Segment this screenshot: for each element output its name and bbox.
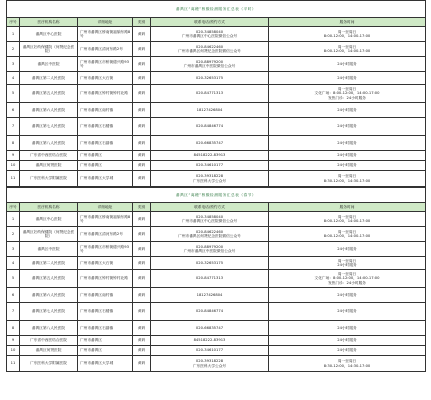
cell-service-time: 24小时服务 bbox=[269, 346, 426, 356]
cell-category: 黄码 bbox=[133, 346, 151, 356]
cell-institution: 番禺区第六人民医院 bbox=[20, 103, 78, 118]
cell-institution: 番禺区第七人民医院 bbox=[20, 118, 78, 136]
cell-category: 黄码 bbox=[133, 321, 151, 336]
holiday-table-body bbox=[7, 188, 426, 372]
cell-number: 2 bbox=[7, 42, 20, 57]
cell-category: 黄码 bbox=[133, 161, 151, 171]
cell-number: 5 bbox=[7, 85, 20, 103]
table-row bbox=[7, 42, 426, 57]
cell-phone: 020-88979200 广州市番禺区中医院微信公众号 bbox=[151, 242, 269, 257]
table-row bbox=[7, 85, 426, 103]
cell-service-time: 24小时服务 bbox=[269, 57, 426, 72]
cell-institution: 番禺区中心医院 bbox=[20, 212, 78, 227]
cell-address: 广州市番禺区桥南街福愉东路8号 bbox=[78, 212, 133, 227]
cell-address: 广州市番禺区市桥街德兴路93号 bbox=[78, 242, 133, 257]
table-row bbox=[7, 72, 426, 85]
weekday-title: 番禺区“离穗”核酸检测服务汇总表（平时） bbox=[7, 1, 426, 18]
cell-institution: 番禺区第六人民医院 bbox=[20, 288, 78, 303]
cell-institution: 番禺区妇幼保健院（何贤纪念医院） bbox=[20, 227, 78, 242]
cell-service-time: 周一至周日 8:00-12:00，14:00-17:00 bbox=[269, 212, 426, 227]
cell-institution: 番禺区第七人民医院 bbox=[20, 303, 78, 321]
cell-number: 2 bbox=[7, 227, 20, 242]
cell-number: 11 bbox=[7, 356, 20, 372]
cell-number: 4 bbox=[7, 257, 20, 270]
cell-phone: 020-84846774 bbox=[151, 303, 269, 321]
cell-number: 1 bbox=[7, 27, 20, 42]
cell-service-time: 24小时服务 bbox=[269, 288, 426, 303]
table-row bbox=[7, 336, 426, 346]
cell-category: 黄码 bbox=[133, 42, 151, 57]
cell-category: 黄码 bbox=[133, 85, 151, 103]
header-time: 服务时间 bbox=[269, 18, 426, 27]
cell-number: 3 bbox=[7, 242, 20, 257]
cell-address: 广州市番禺区南村镇 bbox=[78, 103, 133, 118]
cell-address: 广州市番禺区 bbox=[78, 161, 133, 171]
table-row bbox=[7, 303, 426, 321]
cell-institution: 番禺区第二人民医院 bbox=[20, 257, 78, 270]
cell-service-time: 24小时服务 bbox=[269, 161, 426, 171]
cell-institution: 番禺区何贤医院 bbox=[20, 346, 78, 356]
cell-service-time: 24小时服务 bbox=[269, 118, 426, 136]
table-row bbox=[7, 57, 426, 72]
cell-address: 广州市番禺区石碁镇 bbox=[78, 321, 133, 336]
cell-phone: 020-34610177 bbox=[151, 161, 269, 171]
cell-institution: 广东省中西医结合医院 bbox=[20, 151, 78, 161]
cell-address: 广州市番禺区市桥街德兴路93号 bbox=[78, 57, 133, 72]
cell-number: 4 bbox=[7, 72, 20, 85]
table-row bbox=[7, 171, 426, 187]
cell-number: 9 bbox=[7, 151, 20, 161]
table-row bbox=[7, 288, 426, 303]
cell-category: 黄码 bbox=[133, 288, 151, 303]
cell-category: 黄码 bbox=[133, 356, 151, 372]
table-row bbox=[7, 346, 426, 356]
cell-category: 黄码 bbox=[133, 72, 151, 85]
table-row bbox=[7, 212, 426, 227]
cell-institution: 番禺区中医院 bbox=[20, 242, 78, 257]
cell-institution: 广东省中西医结合医院 bbox=[20, 336, 78, 346]
table-row bbox=[7, 151, 426, 161]
cell-service-time: 24小时服务 bbox=[269, 151, 426, 161]
cell-service-time: 周一至周日 8:00-12:00，14:00-17:00 bbox=[269, 42, 426, 57]
cell-category: 黄码 bbox=[133, 270, 151, 288]
cell-address: 广州市番禺区 bbox=[78, 151, 133, 161]
cell-number: 3 bbox=[7, 57, 20, 72]
cell-phone: 020-84622460 广州市番禺区何贤纪念医院微信公众号 bbox=[151, 42, 269, 57]
cell-address: 广州市番禺区清河东路2号 bbox=[78, 42, 133, 57]
header-address: 详细地址 bbox=[78, 18, 133, 27]
cell-phone: 84518222-83913 bbox=[151, 336, 269, 346]
cell-number: 10 bbox=[7, 346, 20, 356]
header-no: 序号 bbox=[7, 18, 20, 27]
cell-address: 广州市番禺区 bbox=[78, 346, 133, 356]
cell-category: 黄码 bbox=[133, 212, 151, 227]
cell-address: 广州市番禺区石楼镇 bbox=[78, 118, 133, 136]
cell-service-time: 24小时服务 bbox=[269, 303, 426, 321]
cell-category: 黄码 bbox=[133, 57, 151, 72]
cell-phone: 020-84622460 广州市番禺区何贤纪念医院微信公众号 bbox=[151, 227, 269, 242]
cell-address: 广州市番禺区清河东路2号 bbox=[78, 227, 133, 242]
table-row bbox=[7, 356, 426, 372]
table-row bbox=[7, 161, 426, 171]
cell-number: 9 bbox=[7, 336, 20, 346]
cell-category: 黄码 bbox=[133, 151, 151, 161]
cell-service-time: 24小时服务 bbox=[269, 321, 426, 336]
cell-phone: 84518222-83913 bbox=[151, 151, 269, 161]
cell-number: 8 bbox=[7, 321, 20, 336]
table-row bbox=[7, 103, 426, 118]
table-row bbox=[7, 27, 426, 42]
cell-number: 11 bbox=[7, 171, 20, 187]
cell-service-time: 24小时服务 bbox=[269, 72, 426, 85]
header-address: 详细地址 bbox=[78, 203, 133, 212]
cell-number: 8 bbox=[7, 136, 20, 151]
cell-phone: 020-32653175 bbox=[151, 72, 269, 85]
cell-service-time: 周一至周日 文化广场：8:00-12:00，14:00-17:00 发热门诊：24小时服务 bbox=[269, 85, 426, 103]
cell-address: 广州市番禺区南村镇 bbox=[78, 288, 133, 303]
cell-phone: 020-34858040 广州市番禺区中心医院微信公众号 bbox=[151, 212, 269, 227]
header-phone: 联系电话/预约方式 bbox=[151, 203, 269, 212]
cell-category: 黄码 bbox=[133, 227, 151, 242]
cell-institution: 番禺区中心医院 bbox=[20, 27, 78, 42]
weekday-table-body bbox=[7, 1, 426, 187]
cell-number: 5 bbox=[7, 270, 20, 288]
cell-address: 广州市番禺区 bbox=[78, 336, 133, 346]
weekday-table bbox=[6, 0, 426, 187]
cell-phone: 18127426804 bbox=[151, 103, 269, 118]
cell-phone: 18127426804 bbox=[151, 288, 269, 303]
cell-category: 黄码 bbox=[133, 303, 151, 321]
cell-institution: 番禺区第二人民医院 bbox=[20, 72, 78, 85]
header-time: 服务时间 bbox=[269, 203, 426, 212]
cell-service-time: 24小时服务 bbox=[269, 103, 426, 118]
cell-address: 广州市番禺区大学城 bbox=[78, 171, 133, 187]
cell-address: 广州市番禺区钟村街钟村北路 bbox=[78, 85, 133, 103]
cell-category: 黄码 bbox=[133, 136, 151, 151]
cell-institution: 番禺区妇幼保健院（何贤纪念医院） bbox=[20, 42, 78, 57]
cell-phone: 020-84846774 bbox=[151, 118, 269, 136]
cell-service-time: 周一至周日 8:30-12:00，14:30-17:00 bbox=[269, 171, 426, 187]
cell-address: 广州市番禺区大学城 bbox=[78, 356, 133, 372]
cell-phone: 020-32653175 bbox=[151, 257, 269, 270]
cell-phone: 020-34858040 广州市番禺区中心医院微信公众号 bbox=[151, 27, 269, 42]
header-category: 类别 bbox=[133, 18, 151, 27]
cell-phone: 020-84771313 bbox=[151, 270, 269, 288]
cell-institution: 广东医科大学附属医院 bbox=[20, 171, 78, 187]
cell-number: 6 bbox=[7, 288, 20, 303]
cell-service-time: 周一至周日 24小时服务 bbox=[269, 257, 426, 270]
cell-category: 黄码 bbox=[133, 27, 151, 42]
table-row bbox=[7, 321, 426, 336]
cell-number: 1 bbox=[7, 212, 20, 227]
cell-category: 黄码 bbox=[133, 257, 151, 270]
cell-phone: 020-39318228 广东医科大学公众号 bbox=[151, 171, 269, 187]
cell-number: 10 bbox=[7, 161, 20, 171]
holiday-header-row bbox=[7, 203, 426, 212]
cell-number: 7 bbox=[7, 118, 20, 136]
table-row bbox=[7, 270, 426, 288]
header-name: 医疗机构名称 bbox=[20, 203, 78, 212]
cell-service-time: 周一至周日 8:00-12:00，14:00-17:00 bbox=[269, 27, 426, 42]
holiday-title: 番禺区“离穗”核酸检测服务汇总表（春节） bbox=[7, 188, 426, 203]
cell-category: 黄码 bbox=[133, 171, 151, 187]
table-row bbox=[7, 227, 426, 242]
cell-service-time: 周一至周日 8:30-12:00，14:30-17:00 bbox=[269, 356, 426, 372]
cell-number: 7 bbox=[7, 303, 20, 321]
table-row bbox=[7, 118, 426, 136]
cell-phone: 020-84771313 bbox=[151, 85, 269, 103]
cell-institution: 番禺区第八人民医院 bbox=[20, 321, 78, 336]
header-no: 序号 bbox=[7, 203, 20, 212]
cell-number: 6 bbox=[7, 103, 20, 118]
cell-address: 广州市番禺区大石街 bbox=[78, 257, 133, 270]
cell-address: 广州市番禺区石楼镇 bbox=[78, 303, 133, 321]
cell-institution: 广东医科大学附属医院 bbox=[20, 356, 78, 372]
cell-institution: 番禺区何贤医院 bbox=[20, 161, 78, 171]
cell-service-time: 24小时服务 bbox=[269, 136, 426, 151]
header-category: 类别 bbox=[133, 203, 151, 212]
header-phone: 联系电话/预约方式 bbox=[151, 18, 269, 27]
cell-institution: 番禺区第八人民医院 bbox=[20, 136, 78, 151]
cell-service-time: 周一至周日 8:00-12:00，14:00-17:00 bbox=[269, 227, 426, 242]
cell-address: 广州市番禺区石碁镇 bbox=[78, 136, 133, 151]
cell-category: 黄码 bbox=[133, 103, 151, 118]
cell-phone: 020-66835747 bbox=[151, 321, 269, 336]
cell-institution: 番禺区中医院 bbox=[20, 57, 78, 72]
weekday-header-row bbox=[7, 18, 426, 27]
cell-phone: 020-39318228 广东医科大学公众号 bbox=[151, 356, 269, 372]
header-name: 医疗机构名称 bbox=[20, 18, 78, 27]
cell-institution: 番禺区第五人民医院 bbox=[20, 85, 78, 103]
cell-category: 黄码 bbox=[133, 336, 151, 346]
cell-address: 广州市番禺区钟村街钟村北路 bbox=[78, 270, 133, 288]
cell-category: 黄码 bbox=[133, 242, 151, 257]
cell-address: 广州市番禺区桥南街福愉东路8号 bbox=[78, 27, 133, 42]
cell-address: 广州市番禺区大石街 bbox=[78, 72, 133, 85]
cell-category: 黄码 bbox=[133, 118, 151, 136]
cell-service-time: 24小时服务 bbox=[269, 242, 426, 257]
cell-phone: 020-34610177 bbox=[151, 346, 269, 356]
cell-institution: 番禺区第五人民医院 bbox=[20, 270, 78, 288]
cell-phone: 020-88979200 广州市番禺区中医院微信公众号 bbox=[151, 57, 269, 72]
table-row bbox=[7, 242, 426, 257]
cell-phone: 020-66835747 bbox=[151, 136, 269, 151]
table-row bbox=[7, 257, 426, 270]
cell-service-time: 24小时服务 bbox=[269, 336, 426, 346]
holiday-table bbox=[6, 187, 426, 372]
cell-service-time: 周一至周日 文化广场：8:00-12:00，14:00-17:00 发热门诊：24小时服务 bbox=[269, 270, 426, 288]
table-row bbox=[7, 136, 426, 151]
